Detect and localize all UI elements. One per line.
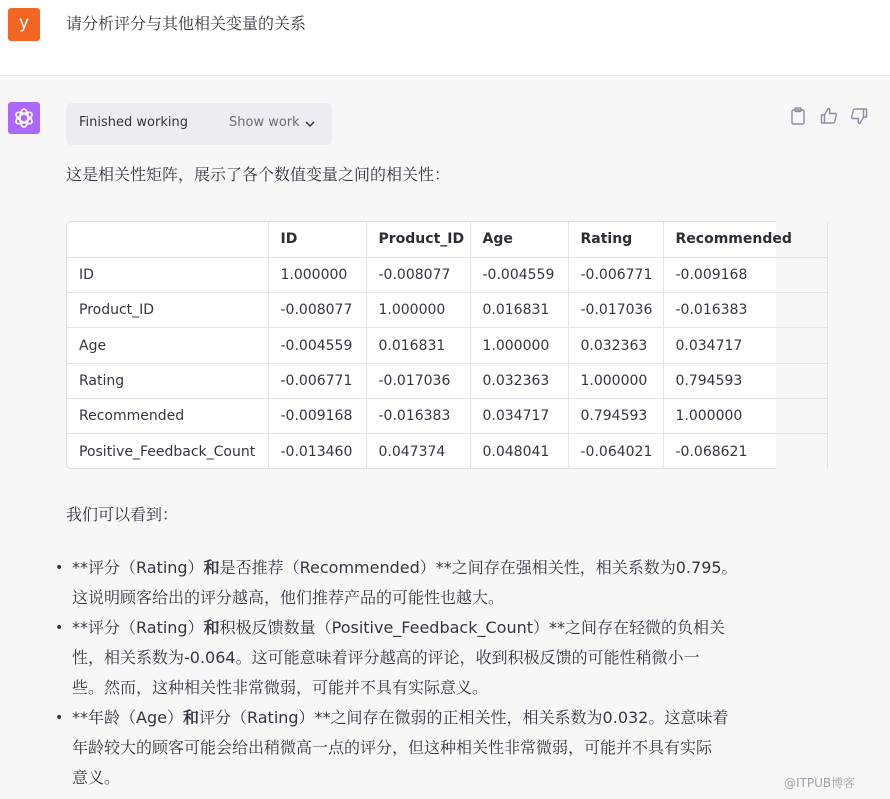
list-item — [55, 553, 775, 613]
table-row-label: ID — [67, 257, 268, 292]
user-message-text: 请分析评分与其他相关变量的关系 — [66, 14, 307, 33]
bullet-text: 积极反馈数量（Positive_Feedback_Count）**之间存在轻微的负相关 — [219, 618, 726, 637]
bullet-text: 些。然而，这种相关性非常微弱，可能并不具有实际意义。 — [72, 678, 489, 697]
table-row — [67, 363, 827, 398]
table-header-cell: Product_ID — [366, 222, 470, 257]
table-row — [67, 434, 827, 469]
summary-text: 我们可以看到： — [66, 505, 179, 524]
table-cell: -0.006771 — [568, 257, 663, 292]
correlation-table[interactable] — [66, 221, 792, 469]
table-header-cell: Recommended — [663, 222, 827, 257]
table-row-label: Age — [67, 328, 268, 363]
bullet-bold: 和 — [203, 558, 220, 577]
list-item — [55, 613, 775, 703]
assistant-message — [0, 77, 890, 799]
bullet-text: 性，相关系数为-0.064。这可能意味着评分越高的评论，收到积极反馈的可能性稍微小一 — [72, 648, 700, 667]
table-row — [67, 293, 827, 328]
show-work-label[interactable]: Show work — [229, 115, 300, 130]
table-cell: 0.034717 — [470, 398, 568, 433]
table-cell: 0.047374 — [366, 434, 470, 469]
table-cell: 0.048041 — [470, 434, 568, 469]
bullet-text: 年龄较大的顾客可能会给出稍微高一点的评分，但这种相关性非常微弱，可能并不具有实际 — [72, 738, 713, 757]
thumbs-down-icon[interactable] — [850, 107, 868, 125]
table-cell: -0.009168 — [663, 257, 827, 292]
table-row-label: Product_ID — [67, 293, 268, 328]
table-cell: -0.004559 — [268, 328, 366, 363]
chevron-down-icon[interactable] — [304, 115, 316, 134]
table-cell: 0.016831 — [366, 328, 470, 363]
table-cell: 0.016831 — [470, 293, 568, 328]
user-avatar: y — [8, 8, 40, 41]
table-header-cell: Rating — [568, 222, 663, 257]
openai-logo-icon — [8, 102, 40, 134]
table-row-label: Positive_Feedback_Count — [67, 434, 268, 469]
table-header-cell: Age — [470, 222, 568, 257]
table-cell: 1.000000 — [663, 398, 827, 433]
table-cell: -0.009168 — [268, 398, 366, 433]
table-cell: -0.017036 — [366, 363, 470, 398]
user-message — [0, 0, 890, 76]
table-header-cell: ID — [268, 222, 366, 257]
table-cell: 1.000000 — [470, 328, 568, 363]
table-cell: 1.000000 — [366, 293, 470, 328]
table-cell: -0.016383 — [663, 293, 827, 328]
bullet-text: **年龄（Age） — [72, 708, 183, 727]
table-cell: -0.006771 — [268, 363, 366, 398]
table-cell: -0.004559 — [470, 257, 568, 292]
intro-text: 这是相关性矩阵，展示了各个数值变量之间的相关性： — [66, 165, 451, 184]
bullet-text: **评分（Rating） — [72, 558, 204, 577]
table-cell: -0.064021 — [568, 434, 663, 469]
table-cell: -0.008077 — [366, 257, 470, 292]
bullet-text: 意义。 — [72, 768, 121, 787]
table-cell: -0.017036 — [568, 293, 663, 328]
table-cell: -0.068621 — [663, 434, 827, 469]
findings-list — [55, 553, 775, 793]
bullet-bold: 和 — [182, 708, 199, 727]
table-cell: 0.032363 — [568, 328, 663, 363]
bullet-text: 是否推荐（Recommended）**之间存在强相关性，相关系数为0.795。 — [219, 558, 738, 577]
bullet-text: **评分（Rating） — [72, 618, 204, 637]
bullet-text: 这说明顾客给出的评分越高，他们推荐产品的可能性也越大。 — [72, 588, 505, 607]
bullet-text: 评分（Rating）**之间存在微弱的正相关性，相关系数为0.032。这意味着 — [198, 708, 729, 727]
table-row-label: Recommended — [67, 398, 268, 433]
watermark: @ITPUB博客 — [784, 776, 856, 790]
list-item — [55, 703, 775, 793]
table-cell: -0.008077 — [268, 293, 366, 328]
table-cell: 0.794593 — [568, 398, 663, 433]
table-header-cell — [67, 222, 268, 257]
table-cell: 1.000000 — [568, 363, 663, 398]
table-row — [67, 328, 827, 363]
bullet-bold: 和 — [203, 618, 220, 637]
table-cell: 0.032363 — [470, 363, 568, 398]
table-cell: 0.794593 — [663, 363, 827, 398]
table-row — [67, 257, 827, 292]
table-row — [67, 398, 827, 433]
work-status: Finished working — [79, 115, 188, 130]
show-work-toggle[interactable] — [66, 103, 332, 145]
table-cell: 0.034717 — [663, 328, 827, 363]
table-row-label: Rating — [67, 363, 268, 398]
table-cell: 1.000000 — [268, 257, 366, 292]
table-header-row — [67, 222, 827, 257]
table-cell: -0.016383 — [366, 398, 470, 433]
table-cell: -0.013460 — [268, 434, 366, 469]
clipboard-icon[interactable] — [790, 107, 808, 125]
thumbs-up-icon[interactable] — [820, 107, 838, 125]
